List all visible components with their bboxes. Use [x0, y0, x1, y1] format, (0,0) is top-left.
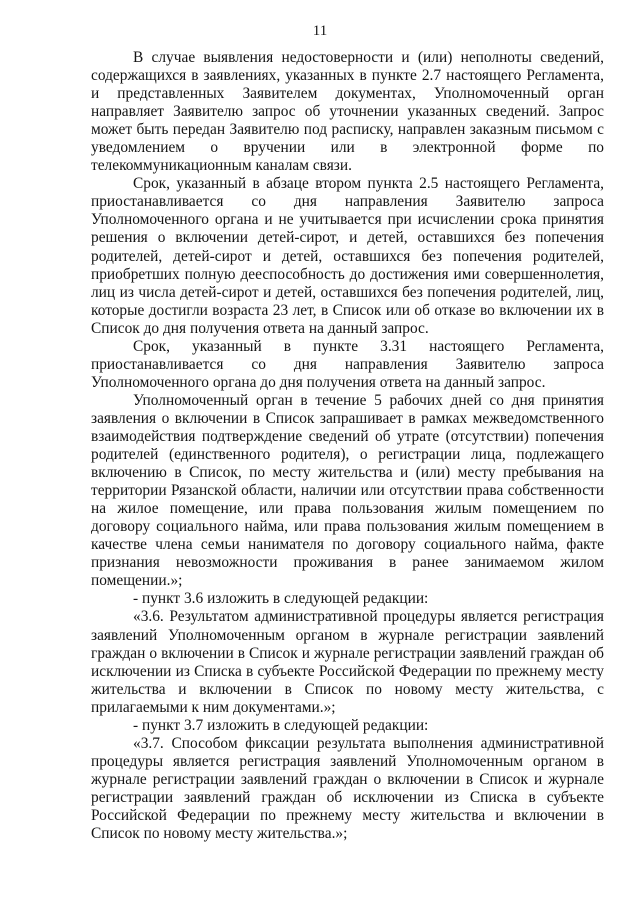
paragraph-clause-3-6: «3.6. Результатом административной процедуры является регистрация заявлений Уполномоченным органом в журнале регистрации заявлений граждан о включении в Список и журнале регистрации заявлений граждан об исключении из Списка в субъекте Российской Федерации по прежнему месту жительства и включении в Список по новому месту жительства, с прилагаемыми к ним документами.»;: [91, 608, 604, 716]
paragraph-inaccuracy-request: В случае выявления недостоверности и (или) неполноты сведений, содержащихся в заявлениях, указанных в пункте 2.7 настоящего Регламента, и представленных Заявителем документах, Уполномоченный орган направляет Заявителю запрос об уточнении указанных сведений. Запрос может быть передан Заявителю под расписку, направлен заказным письмом с уведомлением о вручении или в электронной форме по телекоммуникационным каналам связи.: [91, 49, 604, 175]
paragraph-term-suspension-3-31: Срок, указанный в пункте 3.31 настоящего Регламента, приостанавливается со дня направления Заявителю запроса Уполномоченного органа до дня получения ответа на данный запрос.: [91, 337, 604, 391]
paragraph-clause-3-7: «3.7. Способом фиксации результата выполнения административной процедуры является регистрация заявлений Уполномоченным органом в журнале регистрации заявлений граждан о включении в Список и журнале регистрации заявлений граждан об исключении из Списка в субъекте Российской Федерации по прежнему месту жительства и включении в Список по новому месту жительства.»;: [91, 734, 604, 843]
paragraph-interagency-request: Уполномоченный орган в течение 5 рабочих дней со дня принятия заявления о включении в Список запрашивает в рамках межведомственного взаимодействия подтверждение сведений об утрате (отсутствии) попечения родителей (единственного родителя), о регистрации лица, подлежащего включению в Список, по месту жительства и (или) месту пребывания на территории Рязанской области, наличии или отсутствии права собственности на жилое помещение, или права пользования жилым помещением по договору социального найма, или права пользования жилым помещением в качестве члена семьи нанимателя по договору социального найма, факте признания невозможности проживания в ранее занимаемом жилом помещении.»;: [91, 391, 604, 590]
paragraph-term-suspension-2-5: Срок, указанный в абзаце втором пункта 2.5 настоящего Регламента, приостанавливается со дня направления Заявителю запроса Уполномоченного органа и не учитывается при исчислении срока принятия решения о включении детей-сирот, и детей, оставшихся без попечения родителей, детей-сирот и детей, оставшихся без попечения родителей, приобретших полную дееспособность до достижения ими совершеннолетия, лиц из числа детей-сирот и детей, оставшихся без попечения родителей, лиц, которые достигли возраста 23 лет, в Список или об отказе во включении их в Список до дня получения ответа на данный запрос.: [91, 175, 604, 337]
paragraph-amend-3-6: - пункт 3.6 изложить в следующей редакции:: [133, 590, 429, 608]
page-number: 11: [312, 23, 328, 39]
paragraph-amend-3-7: - пункт 3.7 изложить в следующей редакции:: [133, 716, 429, 734]
document-body: [91, 49, 604, 843]
